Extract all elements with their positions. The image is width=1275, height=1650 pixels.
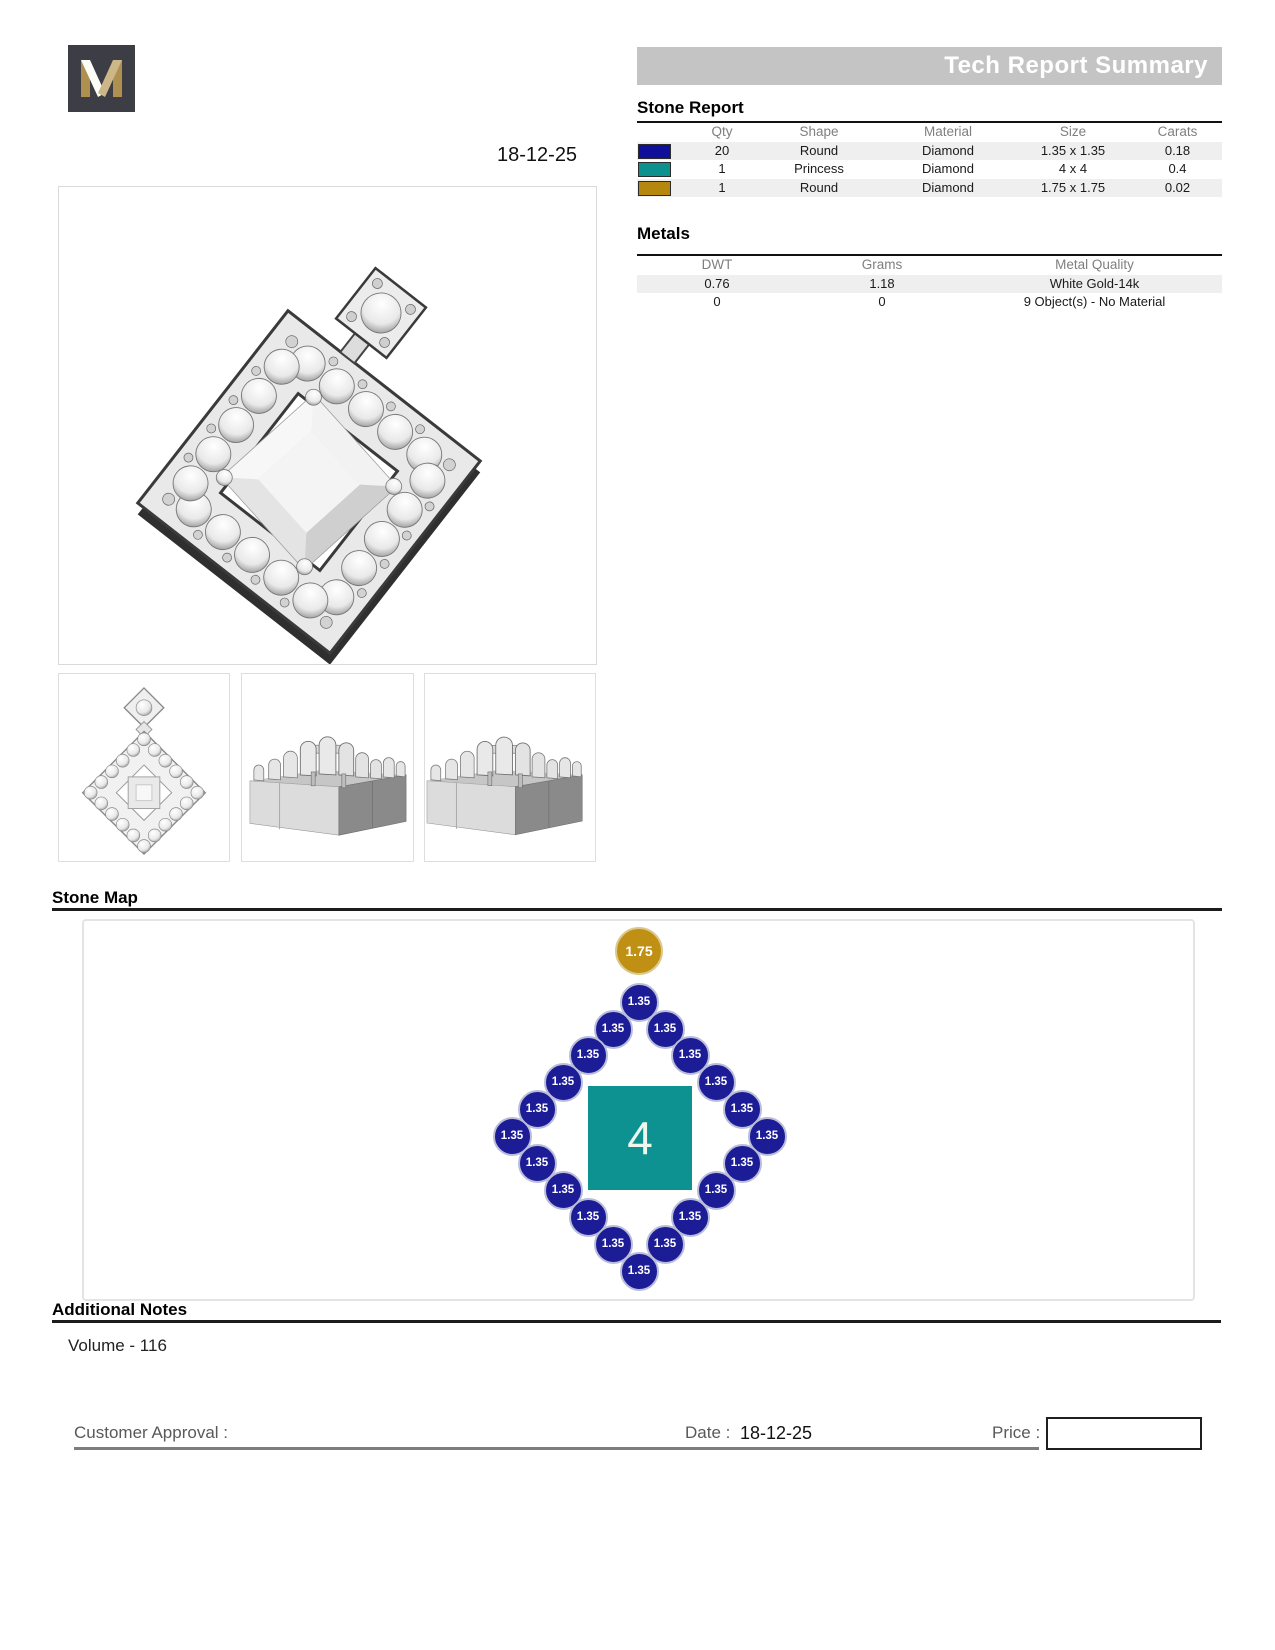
stone-report-row [637, 179, 1222, 198]
stone-size: 1.35 x 1.35 [1040, 142, 1106, 158]
volume-note: Volume - 116 [68, 1336, 167, 1355]
pendant-3d-render [58, 186, 597, 665]
metals-rows [637, 275, 1222, 312]
stone-color-cell [637, 160, 689, 179]
stone-map-round-stone: 1.35 [646, 1225, 685, 1264]
stone-map-round-stone: 1.35 [723, 1144, 762, 1183]
col-grams: Grams [861, 257, 903, 272]
metal-grams: 1.18 [869, 275, 895, 291]
stone-map-round-stone: 1.35 [493, 1117, 532, 1156]
additional-notes-rule [52, 1320, 1221, 1323]
stone-material: Diamond [921, 179, 975, 195]
metal-quality: White Gold-14k [1049, 275, 1140, 291]
metals-row [637, 293, 1222, 312]
col-qty: Qty [711, 124, 733, 139]
col-shape: Shape [799, 124, 839, 139]
footer-price-label: Price : [992, 1423, 1041, 1442]
metal-quality: 9 Object(s) - No Material [1023, 294, 1166, 309]
thumbnail-side-view-2 [424, 673, 596, 862]
metal-dwt: 0 [713, 294, 721, 309]
stone-report-rows [637, 142, 1222, 198]
signature-line [74, 1447, 1039, 1450]
stone-qty: 1 [718, 161, 726, 176]
stone-qty: 1 [718, 179, 726, 195]
stone-carats: 0.4 [1168, 161, 1187, 176]
metal-dwt: 0.76 [704, 275, 730, 291]
report-date: 18-12-25 [497, 144, 578, 166]
stone-color-cell [637, 179, 689, 198]
stone-map-round-stone: 1.35 [646, 1010, 685, 1049]
stone-qty: 20 [714, 142, 730, 158]
thumbnail-side-view-1 [241, 673, 414, 862]
stone-report-table [637, 121, 1222, 197]
stone-map-round-stone: 1.35 [544, 1171, 583, 1210]
footer-date-label: Date : [685, 1423, 731, 1442]
stone-map-round-stone: 1.35 [671, 1036, 710, 1075]
stone-map-round-stone: 1.35 [518, 1090, 557, 1129]
stone-report-title: Stone Report [637, 98, 744, 117]
stone-map-round-stone: 1.35 [697, 1171, 736, 1210]
stone-color-cell [637, 142, 689, 161]
col-carats: Carats [1157, 124, 1198, 139]
stone-map-rule [52, 908, 1222, 911]
metals-header-row [637, 256, 1222, 275]
metals-title: Metals [637, 224, 690, 243]
stone-map-round-stone: 1.35 [697, 1063, 736, 1102]
price-field [1046, 1417, 1202, 1450]
stone-shape: Round [799, 179, 839, 195]
metal-grams: 0 [878, 294, 886, 309]
footer-date-value: 18-12-25 [740, 1423, 813, 1443]
stone-size: 1.75 x 1.75 [1040, 179, 1106, 195]
col-dwt: DWT [701, 257, 733, 272]
stone-size: 4 x 4 [1058, 161, 1088, 176]
stone-map-round-stone: 1.35 [748, 1117, 787, 1156]
stone-map-gold-stone: 1.75 [615, 927, 663, 975]
stone-shape: Round [799, 142, 839, 158]
customer-approval-label: Customer Approval : [74, 1423, 229, 1442]
stone-map-round-stone: 1.35 [569, 1198, 608, 1237]
report-title-bar: Tech Report Summary [637, 47, 1222, 85]
stone-report-row [637, 160, 1222, 179]
col-metal-quality: Metal Quality [1055, 257, 1134, 272]
stone-map-round-stone: 1.35 [723, 1090, 762, 1129]
stone-color-swatch [638, 181, 671, 196]
stone-map-round-stone: 1.35 [569, 1036, 608, 1075]
stone-map-round-stone: 1.35 [620, 1252, 659, 1291]
metals-row [637, 275, 1222, 294]
stone-map-round-stone: 1.35 [620, 983, 659, 1022]
pendant-render-image [59, 187, 596, 664]
stone-material: Diamond [921, 161, 975, 176]
col-material: Material [923, 124, 972, 139]
stone-carats: 0.02 [1164, 179, 1191, 195]
stone-map-canvas [82, 919, 1195, 1301]
stone-map-round-stone: 1.35 [544, 1063, 583, 1102]
stone-carats: 0.18 [1164, 142, 1191, 158]
stone-report-row [637, 142, 1222, 161]
stone-color-swatch [638, 162, 671, 177]
stone-map-round-stone: 1.35 [671, 1198, 710, 1237]
brand-logo-m-icon [68, 45, 135, 112]
stone-map-round-stone: 1.35 [518, 1144, 557, 1183]
additional-notes-title: Additional Notes [52, 1300, 188, 1319]
stone-report-header-row [637, 123, 1222, 142]
stone-shape: Princess [794, 161, 844, 176]
center-princess-stone: 4 [588, 1086, 692, 1190]
col-size: Size [1059, 124, 1087, 139]
stone-map-round-stone: 1.35 [594, 1010, 633, 1049]
thumbnail-front-view [58, 673, 230, 862]
metals-table [637, 254, 1222, 312]
stone-map-title: Stone Map [52, 888, 138, 907]
stone-material: Diamond [921, 142, 975, 158]
stone-map-round-stone: 1.35 [594, 1225, 633, 1264]
stone-color-swatch [638, 144, 671, 159]
brand-logo [68, 45, 135, 112]
